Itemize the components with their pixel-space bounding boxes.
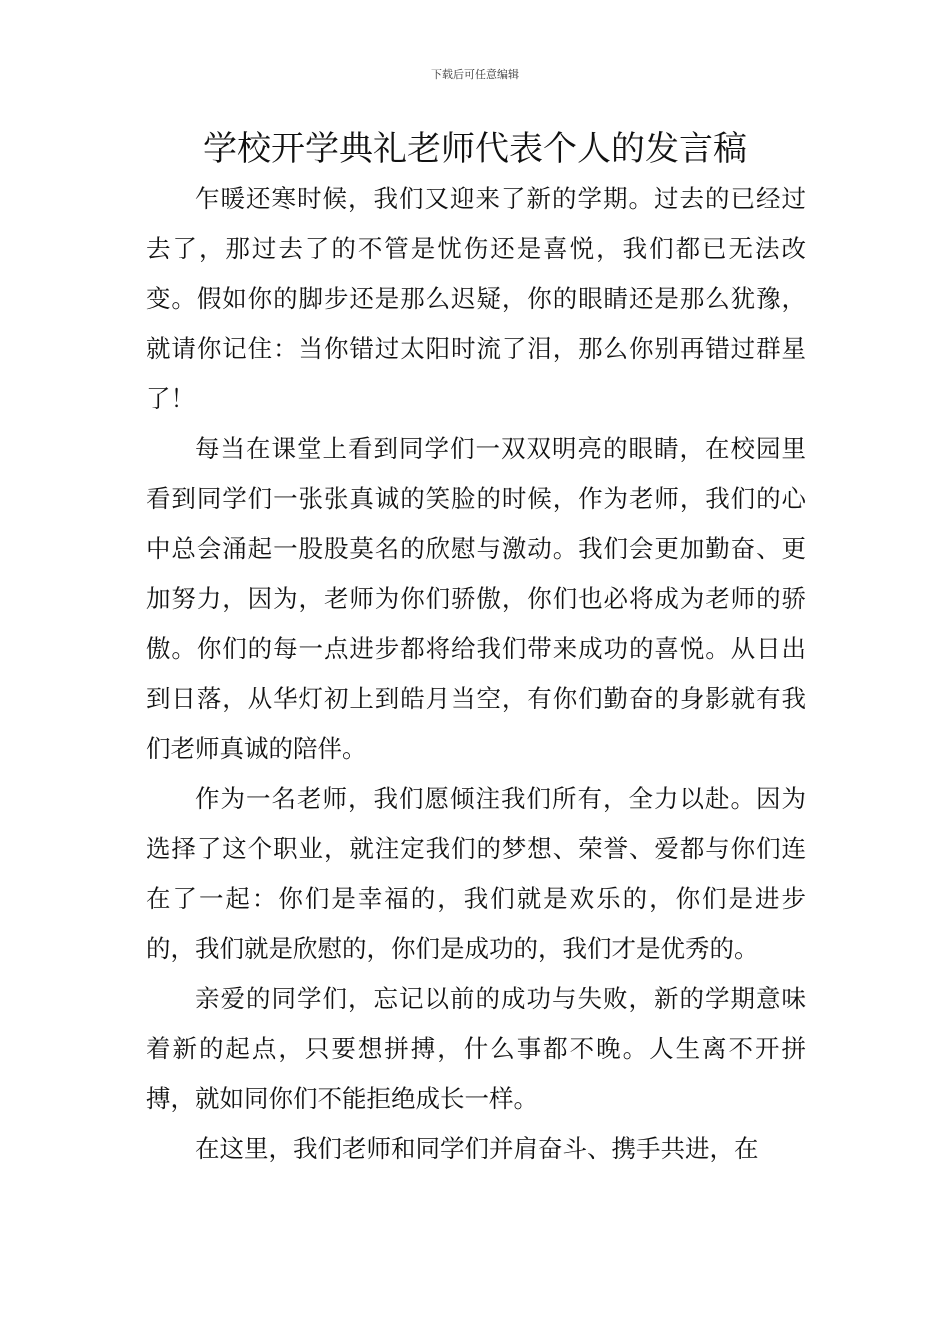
paragraph: 每当在课堂上看到同学们一双双明亮的眼睛，在校园里看到同学们一张张真诚的笑脸的时候，作为老师，我们的心中总会涌起一股股莫名的欣慰与激动。我们会更加勤奋、更加努力，因为，老师为你们骄傲，你们也必将成为老师的骄傲。你们的每一点进步都将给我们带来成功的喜悦。从日出到日落，从华灯初上到皓月当空，有你们勤奋的身影就有我们老师真诚的陪伴。 — [146, 434, 806, 763]
paragraph: 亲爱的同学们，忘记以前的成功与失败，新的学期意味着新的起点，只要想拼搏，什么事都不晚。人生离不开拼搏，就如同你们不能拒绝成长一样。 — [146, 984, 806, 1113]
paragraph: 乍暖还寒时候，我们又迎来了新的学期。过去的已经过去了，那过去了的不管是忧伤还是喜悦，我们都已无法改变。假如你的脚步还是那么迟疑，你的眼睛还是那么犹豫，就请你记住：当你错过太阳时流了泪，那么你别再错过群星了！ — [146, 184, 806, 413]
header-note: 下载后可任意编辑 — [431, 68, 519, 81]
paragraph: 作为一名老师，我们愿倾注我们所有，全力以赴。因为选择了这个职业，就注定我们的梦想、荣誉、爱都与你们连在了一起：你们是幸福的，我们就是欢乐的，你们是进步的，我们就是欣慰的，你们是成功的，我们才是优秀的。 — [146, 784, 806, 963]
paragraph: 在这里，我们老师和同学们并肩奋斗、携手共进，在 — [195, 1134, 759, 1163]
document-body — [146, 174, 806, 1174]
document-title: 学校开学典礼老师代表个人的发言稿 — [203, 129, 747, 169]
